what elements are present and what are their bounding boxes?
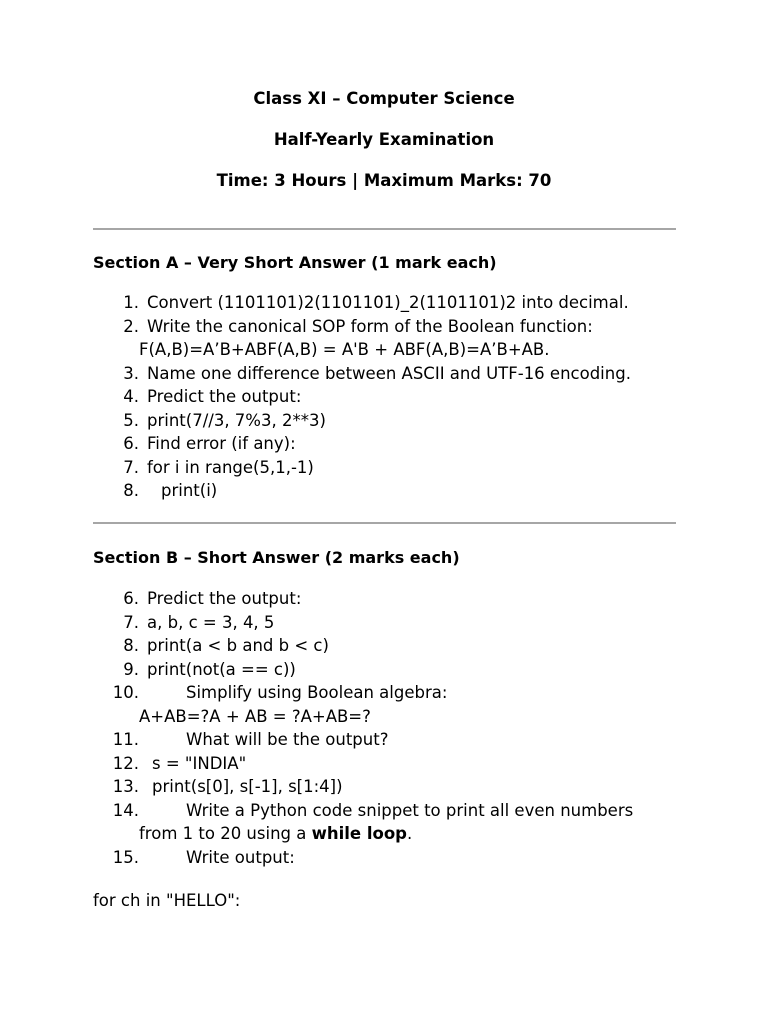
question-number: 3. [123, 363, 139, 383]
question-item [93, 752, 693, 776]
section-b-heading: Section B – Short Answer (2 marks each) [93, 548, 460, 567]
question-text: print(s[0], s[-1], s[1:4]) [152, 777, 343, 796]
question-item [93, 587, 693, 611]
question-text: Name one difference between ASCII and UTF-16 encoding. [147, 363, 631, 383]
question-item [93, 728, 693, 752]
question-number: 11. [112, 730, 139, 749]
question-text: Write output: [186, 847, 295, 867]
continuation-text: . [406, 824, 413, 843]
question-number: 10. [112, 683, 139, 702]
section-a-heading: Section A – Very Short Answer (1 mark each) [93, 253, 497, 272]
question-continuation [93, 822, 693, 846]
question-item [93, 479, 693, 503]
question-item [93, 432, 693, 456]
question-number: 4. [123, 387, 139, 406]
question-item [93, 681, 693, 728]
question-number: 8. [123, 636, 139, 655]
question-number: 13. [112, 777, 139, 796]
question-number: 9. [123, 659, 139, 679]
question-text: Find error (if any): [147, 434, 296, 453]
question-item [93, 775, 693, 799]
question-item [93, 362, 693, 386]
question-continuation: A+AB=?A + AB = ?A+AB=? [139, 706, 371, 726]
horizontal-divider [93, 228, 676, 230]
code-line: for ch in "HELLO": [93, 891, 241, 910]
question-number: 5. [123, 410, 139, 430]
question-number: 2. [123, 316, 139, 336]
question-item [93, 291, 693, 315]
question-item [93, 658, 693, 682]
question-item [93, 634, 693, 658]
question-text: What will be the output? [186, 730, 389, 749]
section-b-question-list [93, 587, 693, 869]
exam-class-title: Class XI – Computer Science [253, 89, 515, 108]
continuation-text: from 1 to 20 using a [139, 824, 312, 843]
question-text: Write a Python code snippet to print all even numbers [186, 800, 634, 820]
question-number: 7. [123, 612, 139, 632]
horizontal-divider [93, 522, 676, 524]
question-text: print(a < b and b < c) [147, 636, 329, 655]
question-item [93, 385, 693, 409]
question-text: s = "INDIA" [152, 753, 247, 773]
question-continuation: F(A,B)=A’B+ABF(A,B) = A'B + ABF(A,B)=A’B+AB. [139, 340, 550, 359]
question-number: 6. [123, 589, 139, 608]
question-number: 15. [112, 847, 139, 867]
question-number: 8. [123, 481, 139, 500]
question-number: 7. [123, 457, 139, 477]
question-text: print(7//3, 7%3, 2**3) [147, 410, 326, 430]
question-text: print(i) [161, 481, 218, 500]
question-number: 14. [112, 800, 139, 820]
question-text: Write the canonical SOP form of the Boolean function: [147, 316, 593, 336]
question-text: a, b, c = 3, 4, 5 [147, 612, 275, 632]
question-text: Simplify using Boolean algebra: [186, 683, 448, 702]
question-text: Predict the output: [147, 589, 302, 608]
question-text: print(not(a == c)) [147, 659, 296, 679]
section-a-question-list [93, 291, 693, 503]
question-item [93, 799, 693, 846]
question-item [93, 315, 693, 362]
exam-time-marks: Time: 3 Hours | Maximum Marks: 70 [216, 171, 552, 190]
question-text: for i in range(5,1,-1) [147, 457, 314, 477]
question-number: 1. [123, 293, 139, 312]
question-item [93, 611, 693, 635]
emphasis-text: while loop [311, 824, 407, 843]
question-item [93, 456, 693, 480]
question-item [93, 409, 693, 433]
exam-name: Half-Yearly Examination [273, 130, 495, 149]
question-text: Convert (1101101)2(1101101)_2(1101101)2 into decimal. [147, 293, 629, 312]
question-number: 6. [123, 434, 139, 453]
question-item [93, 846, 693, 870]
question-text: Predict the output: [147, 387, 302, 406]
question-number: 12. [112, 753, 139, 773]
